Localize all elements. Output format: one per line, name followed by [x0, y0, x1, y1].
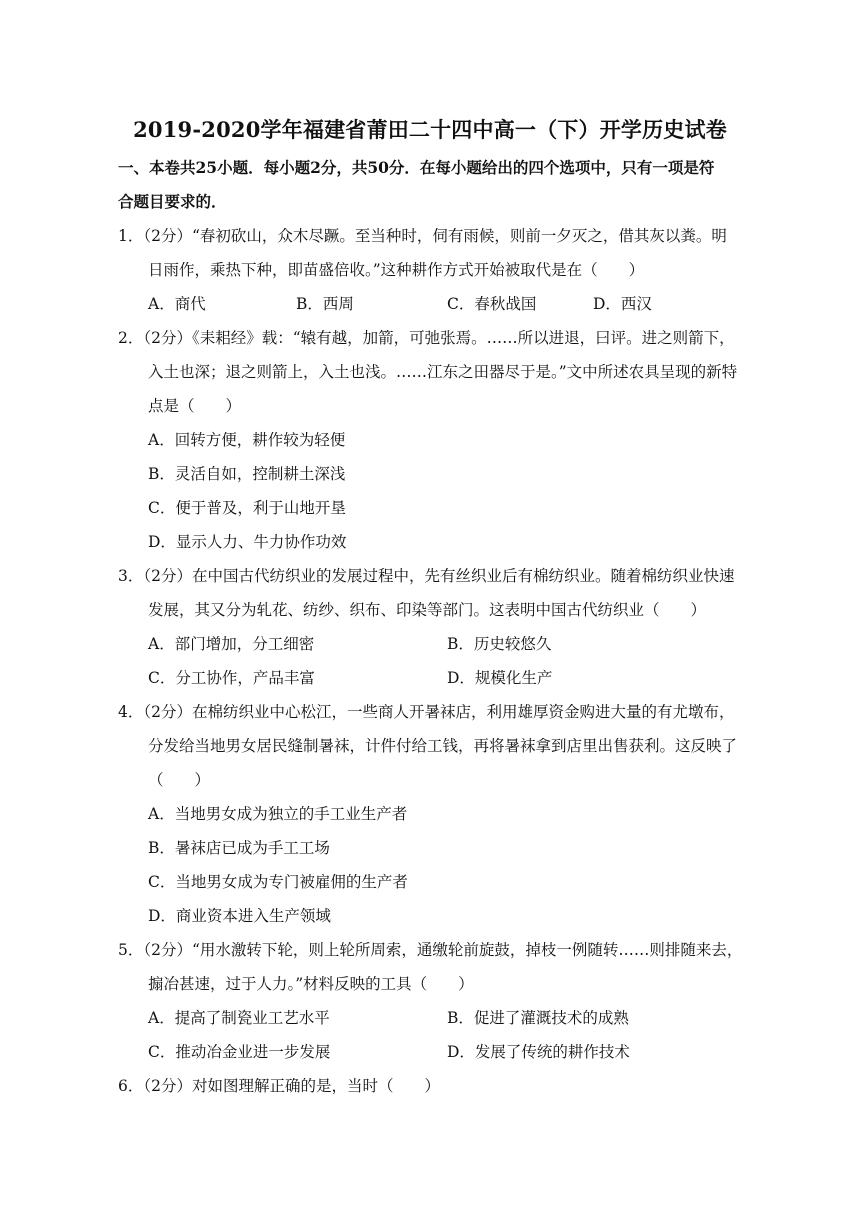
section-instruction-line-1: 一、本卷共25小题．每小题2分，共50分．在每小题给出的四个选项中，只有一项是符	[118, 158, 715, 177]
question-5-option-a: A．提高了制瓷业工艺水平	[148, 1009, 330, 1027]
question-2-option-a: A．回转方便，耕作较为轻便	[148, 431, 346, 449]
question-2-line-3: 点是（ ）	[148, 397, 242, 415]
question-2-option-b: B．灵活自如，控制耕土深浅	[148, 465, 346, 483]
question-5-line-2: 搧冶甚速，过于人力。”材料反映的工具（ ）	[148, 975, 474, 993]
question-2-line-1: 2．（2分）《耒耜经》载：“辕有越，加箭，可弛张焉。……所以进退，曰评。进之则箭下，	[118, 329, 735, 347]
question-1-option-c: C．春秋战国	[447, 295, 537, 313]
question-5-option-c: C．推动冶金业进一步发展	[148, 1043, 331, 1061]
question-4-option-b: B．暑袜店已成为手工工场	[148, 839, 330, 857]
question-1-option-a: A．商代	[148, 295, 206, 313]
question-5-option-b: B．促进了灌溉技术的成熟	[447, 1009, 629, 1027]
question-1-option-d: D．西汉	[593, 295, 652, 313]
question-4-option-a: A．当地男女成为独立的手工业生产者	[148, 805, 408, 823]
question-3-option-c: C．分工协作，产品丰富	[148, 669, 315, 687]
question-4-line-2: 分发给当地男女居民缝制暑袜，计件付给工钱，再将暑袜拿到店里出售获利。这反映了	[148, 737, 738, 755]
question-4-option-d: D．商业资本进入生产领域	[148, 907, 331, 925]
question-5-option-d: D．发展了传统的耕作技术	[447, 1043, 630, 1061]
question-3-option-a: A．部门增加，分工细密	[148, 635, 315, 653]
question-4-line-1: 4．（2分）在棉纺织业中心松江，一些商人开暑袜店，利用雄厚资金购进大量的有尤墩布，	[118, 703, 735, 721]
question-6-line-1: 6．（2分）对如图理解正确的是，当时（ ）	[118, 1077, 440, 1095]
question-4-option-c: C．当地男女成为专门被雇佣的生产者	[148, 873, 408, 891]
section-instruction-line-2: 合题目要求的．	[118, 192, 227, 211]
question-3-line-2: 发展，其又分为轧花、纺纱、织布、印染等部门。这表明中国古代纺织业（ ）	[148, 601, 707, 619]
question-2-option-c: C．便于普及，利于山地开垦	[148, 499, 346, 517]
question-4-line-3: （ ）	[148, 771, 211, 789]
question-1-line-2: 日雨作，乘热下种，即苗盛倍收。”这种耕作方式开始被取代是在（ ）	[148, 261, 645, 279]
question-2-line-2: 入土也深；退之则箭上，入土也浅。……江东之田器尽于是。”文中所述农具呈现的新特	[148, 363, 738, 381]
question-3-option-d: D．规模化生产	[447, 669, 553, 687]
question-5-line-1: 5．（2分）“用水激转下轮，则上轮所周索，通缴轮前旋鼓，掉枝一例随转……则排随来去，	[118, 941, 743, 959]
question-3-line-1: 3．（2分）在中国古代纺织业的发展过程中，先有丝织业后有棉纺织业。随着棉纺织业快速	[118, 567, 735, 585]
question-1-option-b: B．西周	[296, 295, 354, 313]
question-2-option-d: D．显示人力、牛力协作功效	[148, 533, 347, 551]
question-1-line-1: 1．（2分）“春初砍山，众木尽蹶。至当种时，伺有雨候，则前一夕灭之，借其灰以粪。明	[118, 227, 727, 245]
question-3-option-b: B．历史较悠久	[447, 635, 552, 653]
exam-title: 2019-2020学年福建省莆田二十四中高一（下）开学历史试卷	[133, 117, 727, 142]
